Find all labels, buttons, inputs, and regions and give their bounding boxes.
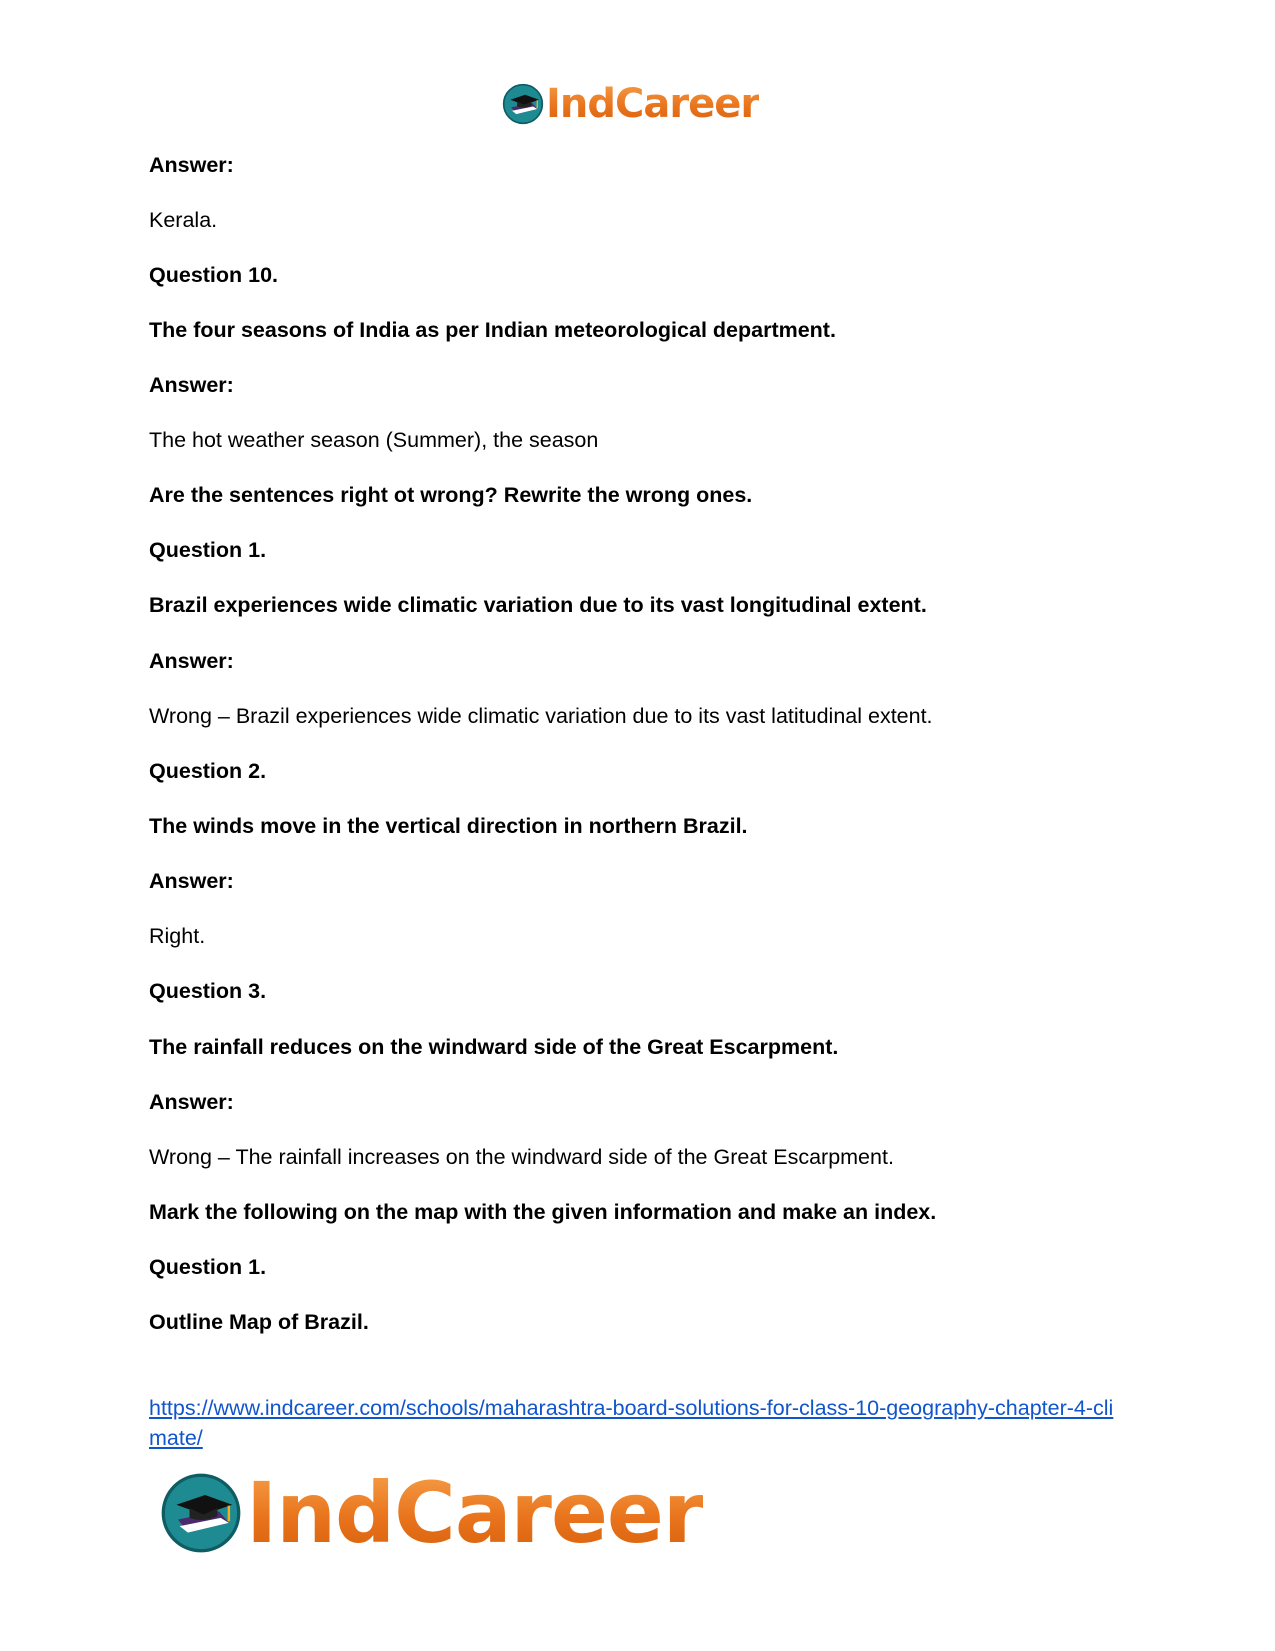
question-heading: Question 1. (149, 1255, 267, 1279)
graduation-book-icon (502, 83, 544, 125)
question-heading: Question 3. (149, 979, 267, 1003)
answer-text: The hot weather season (Summer), the season (149, 428, 599, 452)
answer-text: Kerala. (149, 208, 218, 232)
answer-label: Answer: (149, 869, 234, 893)
answer-text: Wrong – Brazil experiences wide climatic variation due to its vast latitudinal extent. (149, 704, 933, 728)
question-heading: Question 10. (149, 263, 279, 287)
question-text: The winds move in the vertical direction in northern Brazil. (149, 814, 748, 838)
answer-label: Answer: (149, 373, 234, 397)
logo-wordmark: IndCareer (546, 81, 760, 127)
question-text: Outline Map of Brazil. (149, 1310, 369, 1334)
answer-text: Right. (149, 924, 206, 948)
question-heading: Question 1. (149, 538, 267, 562)
logo-wordmark: IndCareer (246, 1464, 704, 1562)
answer-text: Wrong – The rainfall increases on the windward side of the Great Escarpment. (149, 1145, 894, 1169)
footer-logo (160, 1464, 704, 1562)
answer-label: Answer: (149, 153, 234, 177)
answer-label: Answer: (149, 1090, 234, 1114)
question-text: Brazil experiences wide climatic variation due to its vast longitudinal extent. (149, 593, 927, 617)
section-heading: Mark the following on the map with the given information and make an index. (149, 1200, 937, 1224)
section-heading: Are the sentences right ot wrong? Rewrite the wrong ones. (149, 483, 753, 507)
graduation-book-icon (160, 1472, 242, 1554)
answer-label: Answer: (149, 649, 234, 673)
header-logo (502, 80, 759, 128)
question-heading: Question 2. (149, 759, 267, 783)
source-link[interactable]: https://www.indcareer.com/schools/maharashtra-board-solutions-for-class-10-geography-chapter-4-climate/ (149, 1396, 1114, 1450)
question-text: The rainfall reduces on the windward side of the Great Escarpment. (149, 1035, 839, 1059)
question-text: The four seasons of India as per Indian meteorological department. (149, 318, 836, 342)
